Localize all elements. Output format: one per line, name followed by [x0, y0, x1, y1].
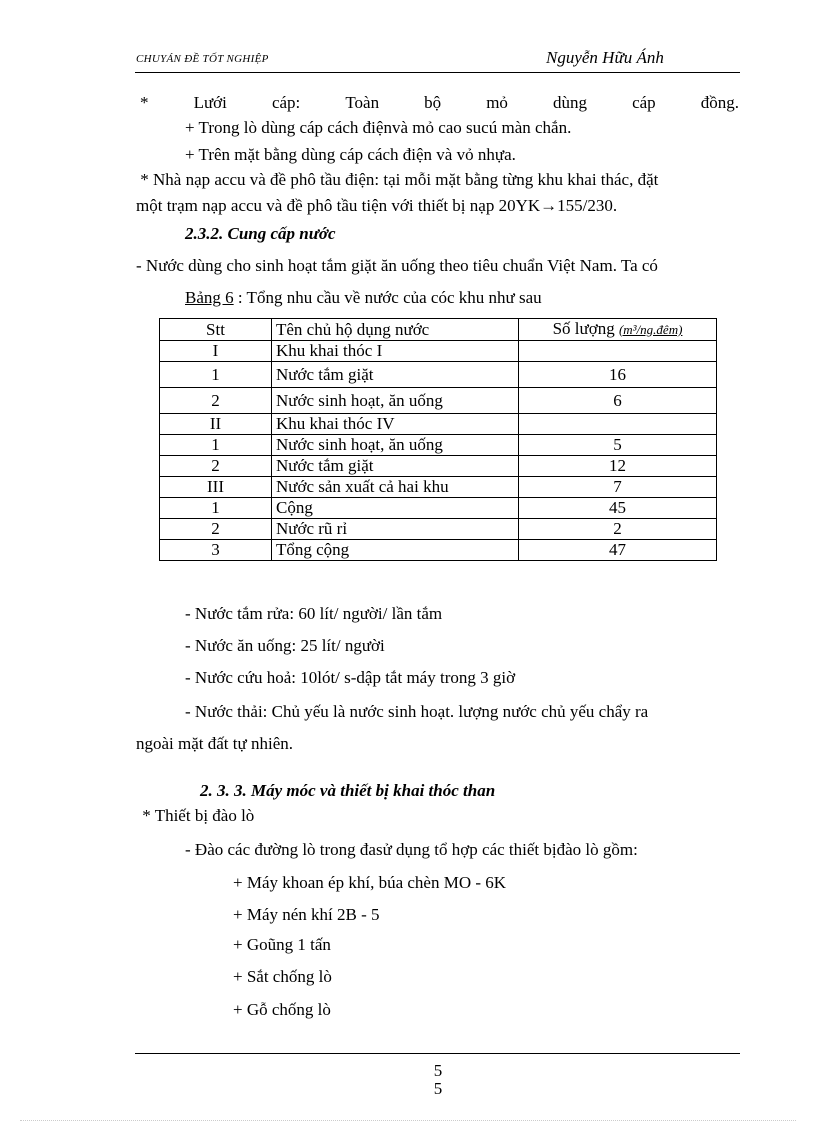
- table-row: [160, 341, 717, 362]
- net-word: cáp: [632, 93, 656, 112]
- list-item: + Máy nén khí 2B - 5: [233, 905, 380, 924]
- net-word: đồng.: [700, 93, 739, 112]
- header-cell: Tên chủ hộ dụng nước: [272, 319, 519, 341]
- net-line-4: * Nhà nạp accu và đề phô tầu điện: tại mỗi mặt bằng từng khu khai thác, đặt: [136, 170, 659, 189]
- cell-name: Nước sinh hoạt, ăn uống: [272, 435, 519, 456]
- cell-stt: 1: [160, 435, 272, 456]
- cell-name: Cộng: [272, 498, 519, 519]
- equipment-intro: - Đào các đường lò trong đasử dụng tổ hợp các thiết bịđào lò gồm:: [185, 840, 638, 859]
- cell-stt: I: [160, 341, 272, 362]
- cell-stt: III: [160, 477, 272, 498]
- header-cell-label: Số lượng: [552, 319, 615, 338]
- header-cell: Stt: [160, 319, 272, 341]
- cell-stt: 1: [160, 362, 272, 388]
- net-word: mỏ: [486, 93, 508, 112]
- header-rule: [135, 72, 740, 73]
- cell-qty: 6: [519, 388, 717, 414]
- net-word: Toàn: [345, 93, 380, 112]
- cell-stt: II: [160, 414, 272, 435]
- cell-qty: 16: [519, 362, 717, 388]
- cell-name: Nước tắm giặt: [272, 362, 519, 388]
- cell-stt: 3: [160, 540, 272, 561]
- equipment-sub: * Thiết bị đào lò: [138, 806, 255, 825]
- cell-qty: 45: [519, 498, 717, 519]
- net-word: bộ: [424, 93, 442, 112]
- table-header-row: [160, 319, 717, 341]
- net-line-2: + Trong lò dùng cáp cách điệnvà mỏ cao sucú màn chắn.: [185, 118, 572, 137]
- table-row: [160, 477, 717, 498]
- water-intro: - Nước dùng cho sinh hoạt tắm giặt ăn uống theo tiêu chuẩn Việt Nam. Ta có: [136, 256, 658, 275]
- page-number: 5: [433, 1079, 443, 1098]
- table-row: [160, 519, 717, 540]
- cell-qty: 2: [519, 519, 717, 540]
- note-drink: - Nước ăn uống: 25 lít/ người: [185, 636, 385, 655]
- net-line-3: + Trên mặt bằng dùng cáp cách điện và vỏ nhựa.: [185, 145, 516, 164]
- cell-qty: [519, 414, 717, 435]
- table-row: [160, 498, 717, 519]
- note-waste-2: ngoài mặt đất tự nhiên.: [136, 734, 293, 753]
- table-row: [160, 362, 717, 388]
- table-row: [160, 414, 717, 435]
- net-line-5: một trạm nạp accu và đề phô tầu tiện với thiết bị nạp 20YK→155/230.: [136, 196, 618, 215]
- note-fire: - Nước cứu hoả: 10lót/ s-dập tắt máy trong 3 giờ: [185, 668, 516, 687]
- section-heading-equipment: 2. 3. 3. Máy móc và thiết bị khai thóc than: [200, 781, 496, 800]
- page-number: 5: [433, 1061, 443, 1080]
- table-caption: [185, 288, 542, 308]
- table-caption-text: : Tổng nhu cầu về nước của cóc khu như sau: [233, 288, 542, 307]
- cell-qty: 5: [519, 435, 717, 456]
- running-header-title: CHUYÁN ĐỀ TỐT NGHIỆP: [136, 53, 269, 65]
- cell-qty: 12: [519, 456, 717, 477]
- header-cell: [519, 319, 717, 341]
- net-word: cáp:: [271, 93, 301, 112]
- cell-name: Nước tắm giặt: [272, 456, 519, 477]
- cell-name: Khu khai thóc I: [272, 341, 519, 362]
- table-row: [160, 456, 717, 477]
- table-row: [160, 388, 717, 414]
- note-waste-1: - Nước thải: Chủ yếu là nước sinh hoạt. lượng nước chủ yếu chẩy ra: [185, 702, 649, 721]
- table-row: [160, 435, 717, 456]
- list-item: + Gỗ chống lò: [233, 1000, 331, 1019]
- cell-qty: 47: [519, 540, 717, 561]
- cell-stt: 2: [160, 388, 272, 414]
- cell-name: Nước sinh hoạt, ăn uống: [272, 388, 519, 414]
- cell-qty: [519, 341, 717, 362]
- water-demand-table: [159, 318, 717, 561]
- section-heading-water: 2.3.2. Cung cấp nước: [185, 224, 336, 243]
- list-item: + Goũng 1 tấn: [233, 935, 331, 954]
- cell-qty: 7: [519, 477, 717, 498]
- table-row: [160, 540, 717, 561]
- footer-rule: [135, 1053, 740, 1054]
- cell-stt: 2: [160, 519, 272, 540]
- cell-stt: 2: [160, 456, 272, 477]
- unit-label: (m³/ng.đêm): [618, 322, 683, 337]
- list-item: + Máy khoan ép khí, búa chèn MO - 6K: [233, 873, 507, 892]
- running-header-author: Nguyễn Hữu Ánh: [546, 48, 664, 67]
- cell-stt: 1: [160, 498, 272, 519]
- cell-name: Nước sản xuất cả hai khu: [272, 477, 519, 498]
- net-word: dùng: [553, 93, 587, 112]
- net-word: *: [140, 93, 149, 112]
- list-item: + Sắt chống lò: [233, 967, 332, 986]
- page-edge: [20, 1120, 796, 1121]
- cell-name: Nước rũ rỉ: [272, 519, 519, 540]
- net-line-1: [140, 93, 739, 113]
- cell-name: Khu khai thóc IV: [272, 414, 519, 435]
- table-caption-label: Bảng 6: [185, 288, 234, 307]
- net-word: Lưới: [193, 93, 227, 112]
- cell-name: Tổng cộng: [272, 540, 519, 561]
- note-bath: - Nước tắm rửa: 60 lít/ người/ lần tắm: [185, 604, 443, 623]
